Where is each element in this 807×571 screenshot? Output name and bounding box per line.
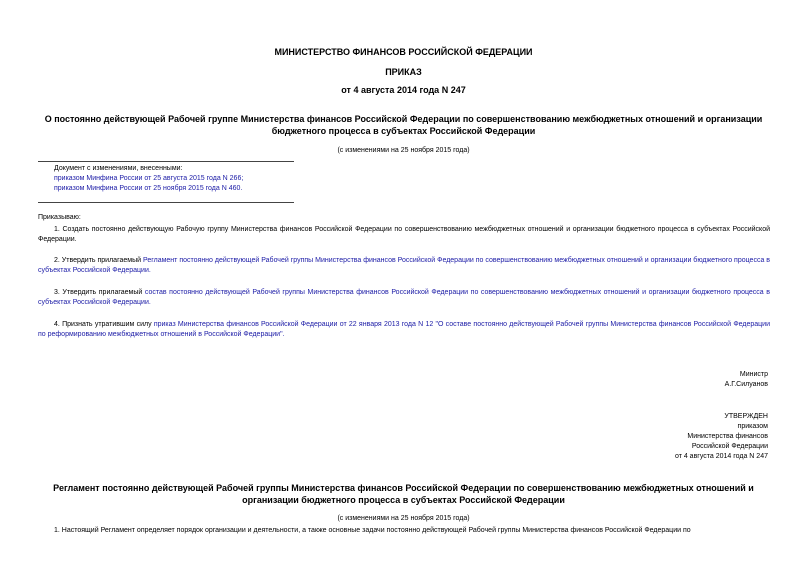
amendments-bottom-rule [38,202,294,203]
regulation-link[interactable]: Регламент постоянно действующей Рабочей группы Министерства финансов Российской Федерации по совершенствованию межбюджетных отношений и организации бюджетного процесса в субъектах Российской Федерации. [38,257,771,274]
regulation-paragraph-1: 1. Настоящий Регламент определяет порядок организации и деятельности, а также основные задачи постоянно действующей Рабочей группы Министерства финансов Российской Федерации по [54,527,691,534]
regulation-changes-note: (с изменениями на 25 ноября 2015 года) [337,515,470,522]
amendments-top-rule [38,161,294,162]
order-paragraph-2 [38,256,770,275]
approval-line-4: Российской Федерации [691,443,768,450]
signature-name: А.Г.Силуанов [724,381,768,388]
order-paragraph-4 [38,320,770,339]
order-paragraph-2-prefix: 2. Утвердить прилагаемый [54,257,143,264]
composition-link[interactable]: состав постоянно действующей Рабочей группы Министерства финансов Российской Федерации по совершенствованию межбюджетных отношений и организации бюджетного процесса в субъектах Российской Федерации. [38,289,770,306]
regulation-title-line-1: Регламент постоянно действующей Рабочей группы Министерства финансов Российской Федерации по совершенствованию межбюджетных отношений и [53,483,754,493]
order-preamble: Приказываю: [38,214,81,221]
repealed-order-link[interactable]: приказ Министерства финансов Российской Федерации от 22 января 2013 года N 12 "О составе постоянно действующей Рабочей группы Министерства финансов Российской Федерации по реформированию межбюджетных отношений в Российской Федерации". [38,321,770,338]
amendments-intro: Документ с изменениями, внесенными: [54,165,183,172]
regulation-title-line-2: организации бюджетного процесса в субъектах Российской Федерации [242,495,565,505]
approval-line-5: от 4 августа 2014 года N 247 [674,453,768,460]
approval-line-1: УТВЕРЖДЕН [724,413,768,420]
order-paragraph-4-prefix: 4. Признать утратившим силу [54,321,154,328]
order-paragraph-3-prefix: 3. Утвердить прилагаемый [54,289,145,296]
amendment-link-1[interactable]: приказом Минфина России от 25 августа 2015 года N 266; [54,175,244,182]
document-date-number: от 4 августа 2014 года N 247 [341,85,466,95]
ministry-heading: МИНИСТЕРСТВО ФИНАНСОВ РОССИЙСКОЙ ФЕДЕРАЦИИ [274,47,533,57]
document-type: ПРИКАЗ [385,67,422,77]
document-title-line-1: О постоянно действующей Рабочей группе Министерства финансов Российской Федерации по совершенствованию межбюджетных отношений и организации [44,114,763,124]
document-title-line-2: бюджетного процесса в субъектах Российской Федерации [271,126,536,136]
order-paragraph-1: 1. Создать постоянно действующую Рабочую группу Министерства финансов Российской Федерации по совершенствованию межбюджетных отношений и организации бюджетного процесса в субъектах Российской Федерации. [38,226,770,243]
amendment-link-2[interactable]: приказом Минфина России от 25 ноября 2015 года N 460. [54,185,243,192]
approval-line-3: Министерства финансов [687,433,768,440]
changes-note: (с изменениями на 25 ноября 2015 года) [337,147,470,154]
approval-line-2: приказом [737,423,768,430]
order-paragraph-3 [38,288,770,307]
signature-position: Министр [739,371,768,378]
